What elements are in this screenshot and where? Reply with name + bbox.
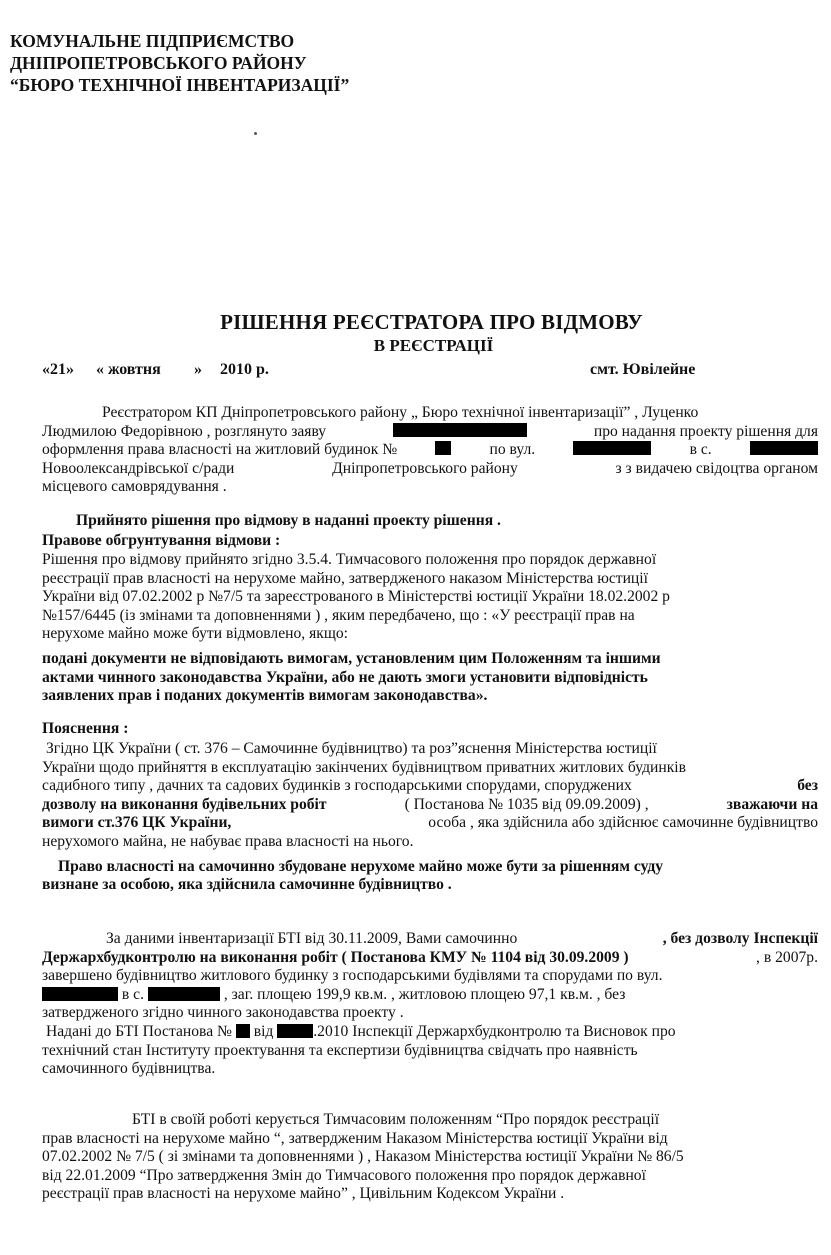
closing-line-4: від 22.01.2009 “Про затвердження Змін до Тимчасового положення про порядок державної (42, 1166, 646, 1184)
date-place: смт. Ювілейне (590, 361, 696, 378)
document-title: РІШЕННЯ РЕЄСТРАТОРА ПРО ВІДМОВУ (220, 310, 643, 334)
explanation-line-6: нерухомого майна, не набуває права власності на нього. (42, 832, 414, 850)
legal-heading: Правове обгрунтування відмови : (42, 532, 281, 549)
date-month-close: » (194, 361, 202, 378)
organization-header (10, 30, 349, 96)
redacted-resolution-number (236, 1024, 250, 1038)
explanation-bold-line-2: визнане за особою, яка здійснила самочинне будівництво . (42, 876, 452, 894)
legal-quote-line-1: подані документи не відповідають вимогам, установленим цим Положенням та іншими (42, 649, 661, 667)
redacted-applicant (393, 423, 527, 437)
closing-paragraph (42, 1111, 818, 1204)
redacted-resolution-date (277, 1024, 313, 1038)
date-month: « жовтня (96, 361, 161, 378)
inventory-line-8: самочинного будівництва. (42, 1060, 216, 1078)
redacted-street (573, 441, 651, 455)
explanation-line-2: України щодо прийняття в експлуатацію закінчених будівництвом приватних житлових будинків (42, 758, 686, 776)
redacted-house-number (435, 441, 451, 455)
date-day: «21» (42, 361, 74, 378)
redacted-street-2 (42, 987, 118, 1001)
legal-line-2: реєстрації прав власності на нерухоме майно, затвердженого наказом Міністерства юстиції (42, 569, 648, 587)
header-line-3: “БЮРО ТЕХНІЧНОЇ ІНВЕНТАРИЗАЦІЇ” (10, 75, 350, 95)
scan-speck (254, 132, 257, 135)
inventory-line-6: Надані до БТІ Постанова № від .2010 Інспекції Держархбудконтролю та Висновок про (46, 1022, 676, 1040)
inventory-line-3: завершено будівництво житлового будинку з господарськими будівлями та спорудами по вул. (42, 967, 663, 985)
redacted-village-2 (148, 987, 220, 1001)
closing-line-3: 07.02.2002 № 7/5 ( зі змінами та доповненнями ) , Наказом Міністерства юстиції України № 86/5 (42, 1148, 684, 1166)
inventory-line-1: За даними інвентаризації БТІ від 30.11.2009, Вами самочинно , без дозволу Інспекції (106, 930, 818, 947)
explanation-paragraph (42, 740, 818, 895)
document-subtitle: В РЕЄСТРАЦІЇ (373, 336, 494, 355)
closing-line-2: прав власності на нерухоме майно “, затвердженим Наказом Міністерства юстиції України від (42, 1129, 668, 1147)
intro-line-4: Новоолександрівської с/ради Дніпропетровського району з з видачею свідоцтва органом (42, 459, 818, 477)
explanation-line-3: садибного типу , дачних та садових будинків з господарськими спорудами, споруджених без (42, 777, 818, 795)
legal-paragraph (42, 551, 818, 706)
inventory-line-7: технічний стан Інституту проектування та експертизи будівництва свідчать про наявність (42, 1041, 638, 1059)
inventory-line-4: в с. , заг. площею 199,9 кв.м. , житловою площею 97,1 кв.м. , без (42, 986, 818, 1005)
explanation-heading: Пояснення : (42, 720, 129, 737)
header-line-2: ДНІПРОПЕТРОВСЬКОГО РАЙОНУ (10, 53, 307, 73)
explanation-line-4: дозволу на виконання будівельних робіт ( Постанова № 1035 від 09.09.2009) , зважаючи на (42, 795, 818, 813)
closing-line-5: реєстрації прав власності на нерухоме майно” , Цивільним Кодексом України . (42, 1185, 565, 1203)
explanation-line-5: вимоги ст.376 ЦК України, особа , яка здійснила або здійснює самочинне будівництво (42, 814, 818, 832)
intro-paragraph (42, 404, 818, 497)
legal-line-1: Рішення про відмову прийнято згідно 3.5.4. Тимчасового положення про порядок державної (42, 551, 657, 568)
legal-line-3: України від 07.02.2002 р №7/5 та зареєстрованого в Міністерстві юстиції України 18.02.2002 р (42, 588, 670, 606)
intro-line-1: Реєстратором КП Дніпропетровського району „ Бюро технічної інвентаризації” , Луценко (102, 404, 699, 421)
inventory-line-2: Держархбудконтролю на виконання робіт ( Постанова КМУ № 1104 від 30.09.2009 ) , в 2007р. (42, 948, 818, 966)
decision-statement: Прийнято рішення про відмову в наданні проекту рішення . (76, 512, 501, 529)
explanation-line-1: Згідно ЦК України ( ст. 376 – Самочинне будівництво) та роз”яснення Міністерства юстиції (46, 740, 657, 757)
legal-line-4: №157/6445 (із змінами та доповненнями ) , яким передбачено, що : «У реєстрації прав на (42, 606, 635, 624)
redacted-village (750, 441, 818, 455)
inventory-paragraph (42, 930, 818, 1079)
closing-line-1: БТІ в своїй роботі керується Тимчасовим положенням “Про порядок реєстрації (132, 1111, 660, 1128)
legal-quote-line-3: заявлених прав і поданих документів вимогам законодавства». (42, 687, 488, 705)
explanation-bold-line-1: Право власності на самочинно збудоване нерухоме майно може бути за рішенням суду (58, 857, 664, 875)
intro-line-3: оформлення права власності на житловий будинок № по вул. в с. (42, 441, 818, 460)
legal-quote-line-2: актами чинного законодавства України, або не дають змоги установити відповідність (42, 668, 648, 686)
intro-line-2: Людмилою Федорівною , розглянуто заяву про надання проекту рішення для (42, 422, 818, 440)
header-line-1: КОМУНАЛЬНЕ ПІДПРИЄМСТВО (10, 31, 295, 51)
legal-line-5: нерухоме майно може бути відмовлено, якщо: (42, 625, 348, 643)
intro-line-5: місцевого самоврядування . (42, 478, 227, 496)
date-year: 2010 р. (220, 361, 269, 378)
inventory-line-5: затвердженого згідно чинного законодавства проекту . (42, 1004, 404, 1022)
